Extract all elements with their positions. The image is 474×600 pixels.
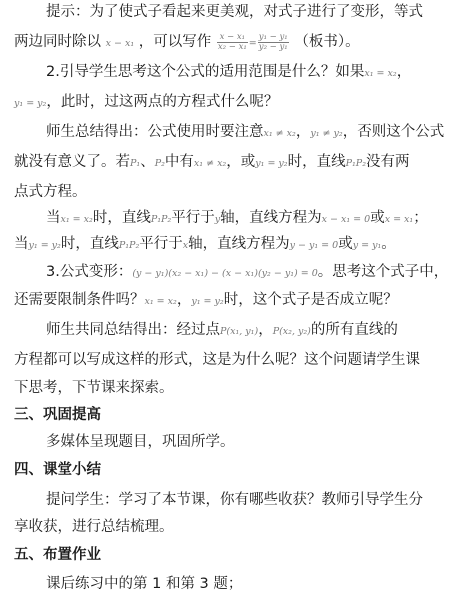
hint-line-2: 两边同时除以 x − x₁ ，可以写作 $\frac{\text{x − x₁}}{\text{x₂ − x₁}}$ = $\frac{\text{y₁ − y₁}}{\text{y₂ − y₁}}$ （板书）。 xyxy=(14,31,360,52)
hint-line-1: 提示：为了使式子看起来更美观，对式子进行了变形，等式 xyxy=(46,4,423,20)
math-x-minus-x1: x − x₁ xyxy=(105,38,135,49)
section-4-body-2: 享收获，进行总结梳理。 xyxy=(14,519,174,535)
fraction-x: $\frac{\text{x − x₁}}{\text{x₂ − x₁}}$ xyxy=(217,31,247,52)
conclusion-line-2: 方程都可以写成这样的形式，这是为什么呢？这个问题请学生课 xyxy=(14,352,420,368)
summary-line-2: 就没有意义了。若P₁、P₂中有x₁ ≠ x₂，或y₁ = y₂时，直线P₁P₂没有两 xyxy=(14,154,410,170)
case-line-2: 当y₁ = y₂时，直线P₁P₂平行于x轴，直线方程为y − y₁ = 0或y = y₁。 xyxy=(14,236,396,252)
section-heading-4: 四、课堂小结 xyxy=(14,462,101,478)
transform-line-2: 还需要限制条件吗？x₁ = x₂，y₁ = y₂时，这个式子是否成立呢？ xyxy=(14,292,398,308)
transform-line-1: 3.公式变形：(y − y₁)(x₂ − x₁) − (x − x₁)(y₂ − y₁) = 0。思考这个式子中， xyxy=(46,264,449,280)
summary-line-3: 点式方程。 xyxy=(14,184,87,200)
section-4-body-1: 提问学生：学习了本节课，你有哪些收获？教师引导学生分 xyxy=(46,492,423,508)
section-heading-3: 三、巩固提高 xyxy=(14,407,101,423)
summary-line-1: 师生总结得出：公式使用时要注意x₁ ≠ x₂，y₁ ≠ y₂，否则这个公式 xyxy=(46,124,445,140)
conclusion-line-1: 师生共同总结得出：经过点P(x₁, y₁)，P(x₂, y₂)的所有直线的 xyxy=(46,322,398,338)
section-3-body: 多媒体呈现题目，巩固所学。 xyxy=(46,434,235,450)
conclusion-line-3: 下思考，下节课来探索。 xyxy=(14,380,174,396)
section-heading-5: 五、布置作业 xyxy=(14,547,101,563)
case-line-1: 当x₁ = x₂时，直线P₁P₂平行于y轴，直线方程为x − x₁ = 0或x = x₁； xyxy=(46,210,428,226)
question-line-2: y₁ = y₂，此时，过这两点的方程式什么呢？ xyxy=(14,94,279,110)
question-line-1: 2.引导学生思考这个公式的适用范围是什么？如果x₁ = x₂， xyxy=(46,64,412,80)
fraction-y: $\frac{\text{y₁ − y₁}}{\text{y₂ − y₁}}$ xyxy=(258,31,288,52)
section-5-body: 课后练习中的第 1 和第 3 题； xyxy=(46,576,243,592)
